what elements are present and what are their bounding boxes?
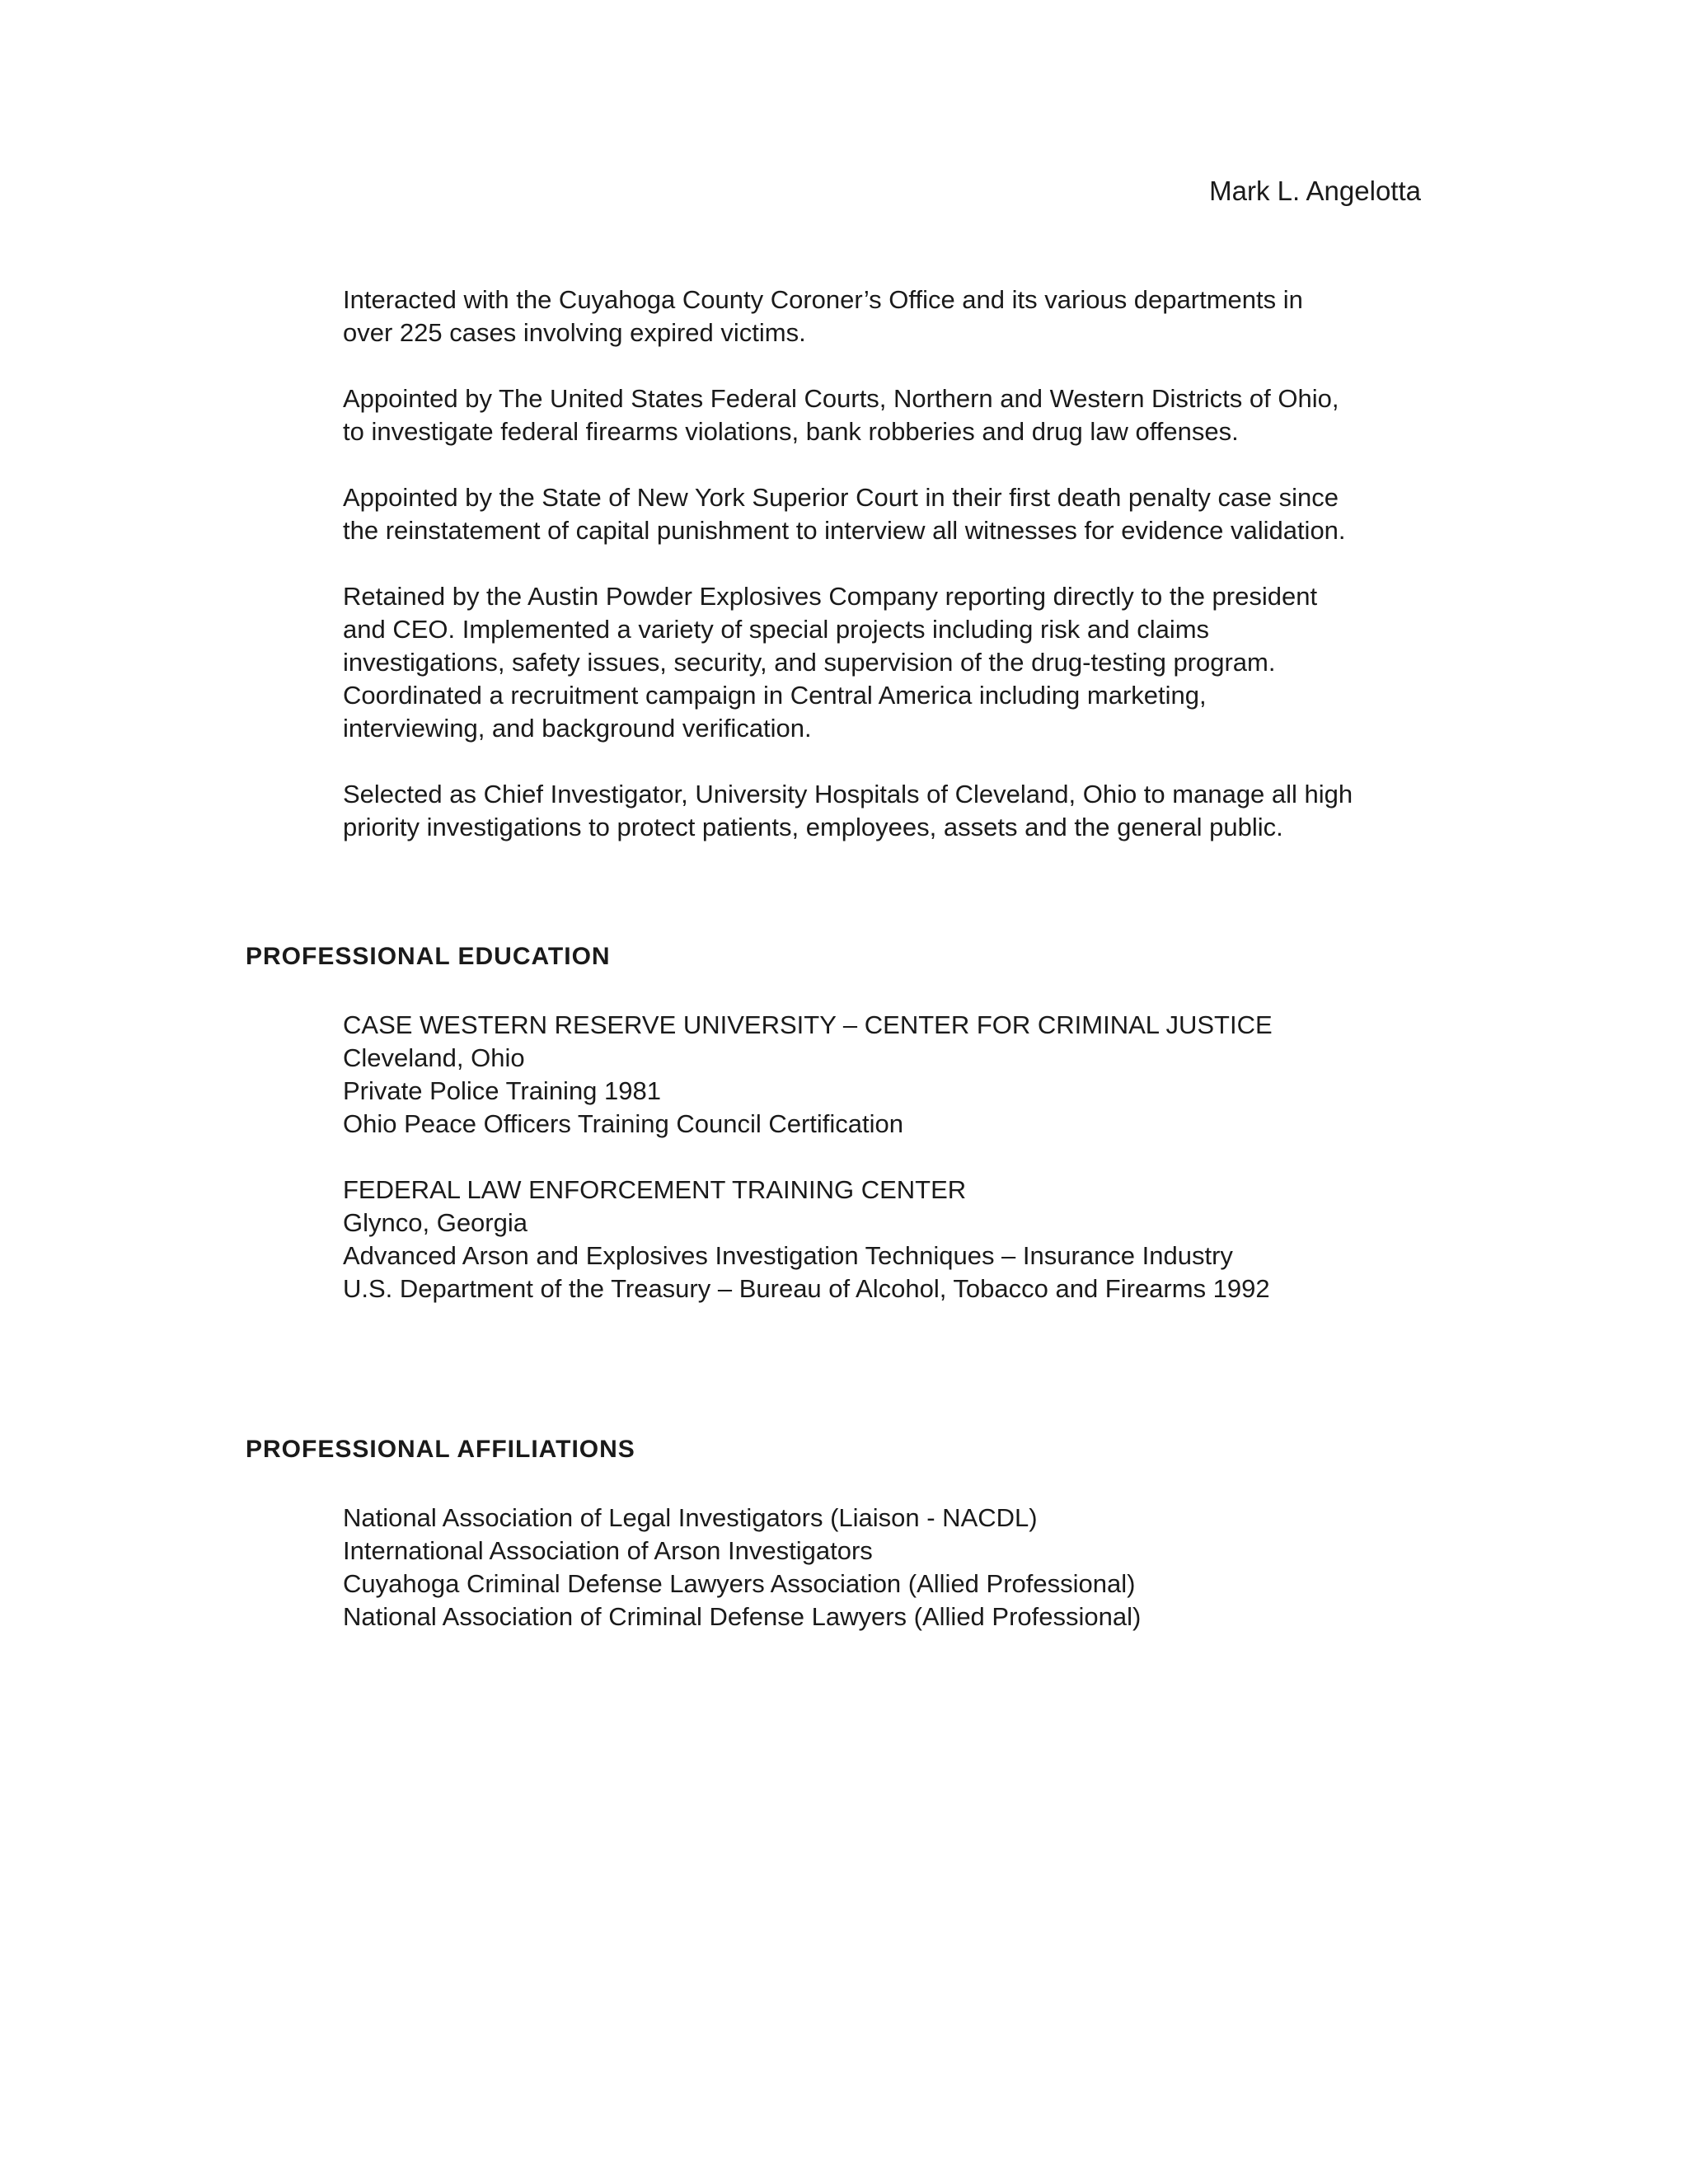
education-location: Cleveland, Ohio <box>343 1043 525 1072</box>
education-detail: Ohio Peace Officers Training Council Certification <box>343 1109 904 1138</box>
education-institution: CASE WESTERN RESERVE UNIVERSITY – CENTER FOR CRIMINAL JUSTICE <box>343 1010 1273 1039</box>
paragraph-line: Retained by the Austin Powder Explosives Company reporting directly to the president <box>343 582 1318 611</box>
paragraph-line: Coordinated a recruitment campaign in Central America including marketing, <box>343 681 1207 710</box>
education-detail: Private Police Training 1981 <box>343 1076 662 1105</box>
paragraph-line: Selected as Chief Investigator, University Hospitals of Cleveland, Ohio to manage all high <box>343 780 1353 808</box>
affiliations-heading: PROFESSIONAL AFFILIATIONS <box>246 1436 635 1463</box>
education-detail: Advanced Arson and Explosives Investigation Techniques – Insurance Industry <box>343 1241 1233 1270</box>
affiliation-item: International Association of Arson Investigators <box>343 1536 873 1565</box>
affiliation-item: National Association of Legal Investigators (Liaison - NACDL) <box>343 1503 1038 1532</box>
experience-paragraph <box>343 580 1431 745</box>
paragraph-line: Appointed by the State of New York Superior Court in their first death penalty case since <box>343 483 1339 512</box>
header-name: Mark L. Angelotta <box>1209 176 1421 206</box>
experience-paragraph <box>343 778 1431 844</box>
education-heading: PROFESSIONAL EDUCATION <box>246 943 611 970</box>
paragraph-line: the reinstatement of capital punishment to interview all witnesses for evidence validation. <box>343 516 1346 545</box>
experience-paragraph <box>343 284 1431 349</box>
paragraph-line: priority investigations to protect patients, employees, assets and the general public. <box>343 813 1283 841</box>
experience-paragraph <box>343 382 1431 448</box>
paragraph-line: Interacted with the Cuyahoga County Coroner’s Office and its various departments in <box>343 285 1303 314</box>
affiliation-item: Cuyahoga Criminal Defense Lawyers Association (Allied Professional) <box>343 1569 1136 1598</box>
paragraph-line: over 225 cases involving expired victims. <box>343 318 806 347</box>
affiliation-item: National Association of Criminal Defense Lawyers (Allied Professional) <box>343 1602 1142 1631</box>
paragraph-line: and CEO. Implemented a variety of special projects including risk and claims <box>343 615 1210 644</box>
paragraph-line: investigations, safety issues, security, and supervision of the drug-testing program. <box>343 648 1276 677</box>
education-detail: U.S. Department of the Treasury – Bureau of Alcohol, Tobacco and Firearms 1992 <box>343 1274 1270 1303</box>
paragraph-line: Appointed by The United States Federal Courts, Northern and Western Districts of Ohio, <box>343 384 1339 413</box>
experience-paragraph <box>343 481 1431 547</box>
paragraph-line: interviewing, and background verification. <box>343 714 812 743</box>
education-location: Glynco, Georgia <box>343 1208 528 1237</box>
education-entry <box>343 1009 1431 1141</box>
education-institution: FEDERAL LAW ENFORCEMENT TRAINING CENTER <box>343 1175 967 1204</box>
education-entry <box>343 1174 1431 1305</box>
affiliations-list <box>343 1502 1431 1633</box>
paragraph-line: to investigate federal firearms violations, bank robberies and drug law offenses. <box>343 417 1239 446</box>
